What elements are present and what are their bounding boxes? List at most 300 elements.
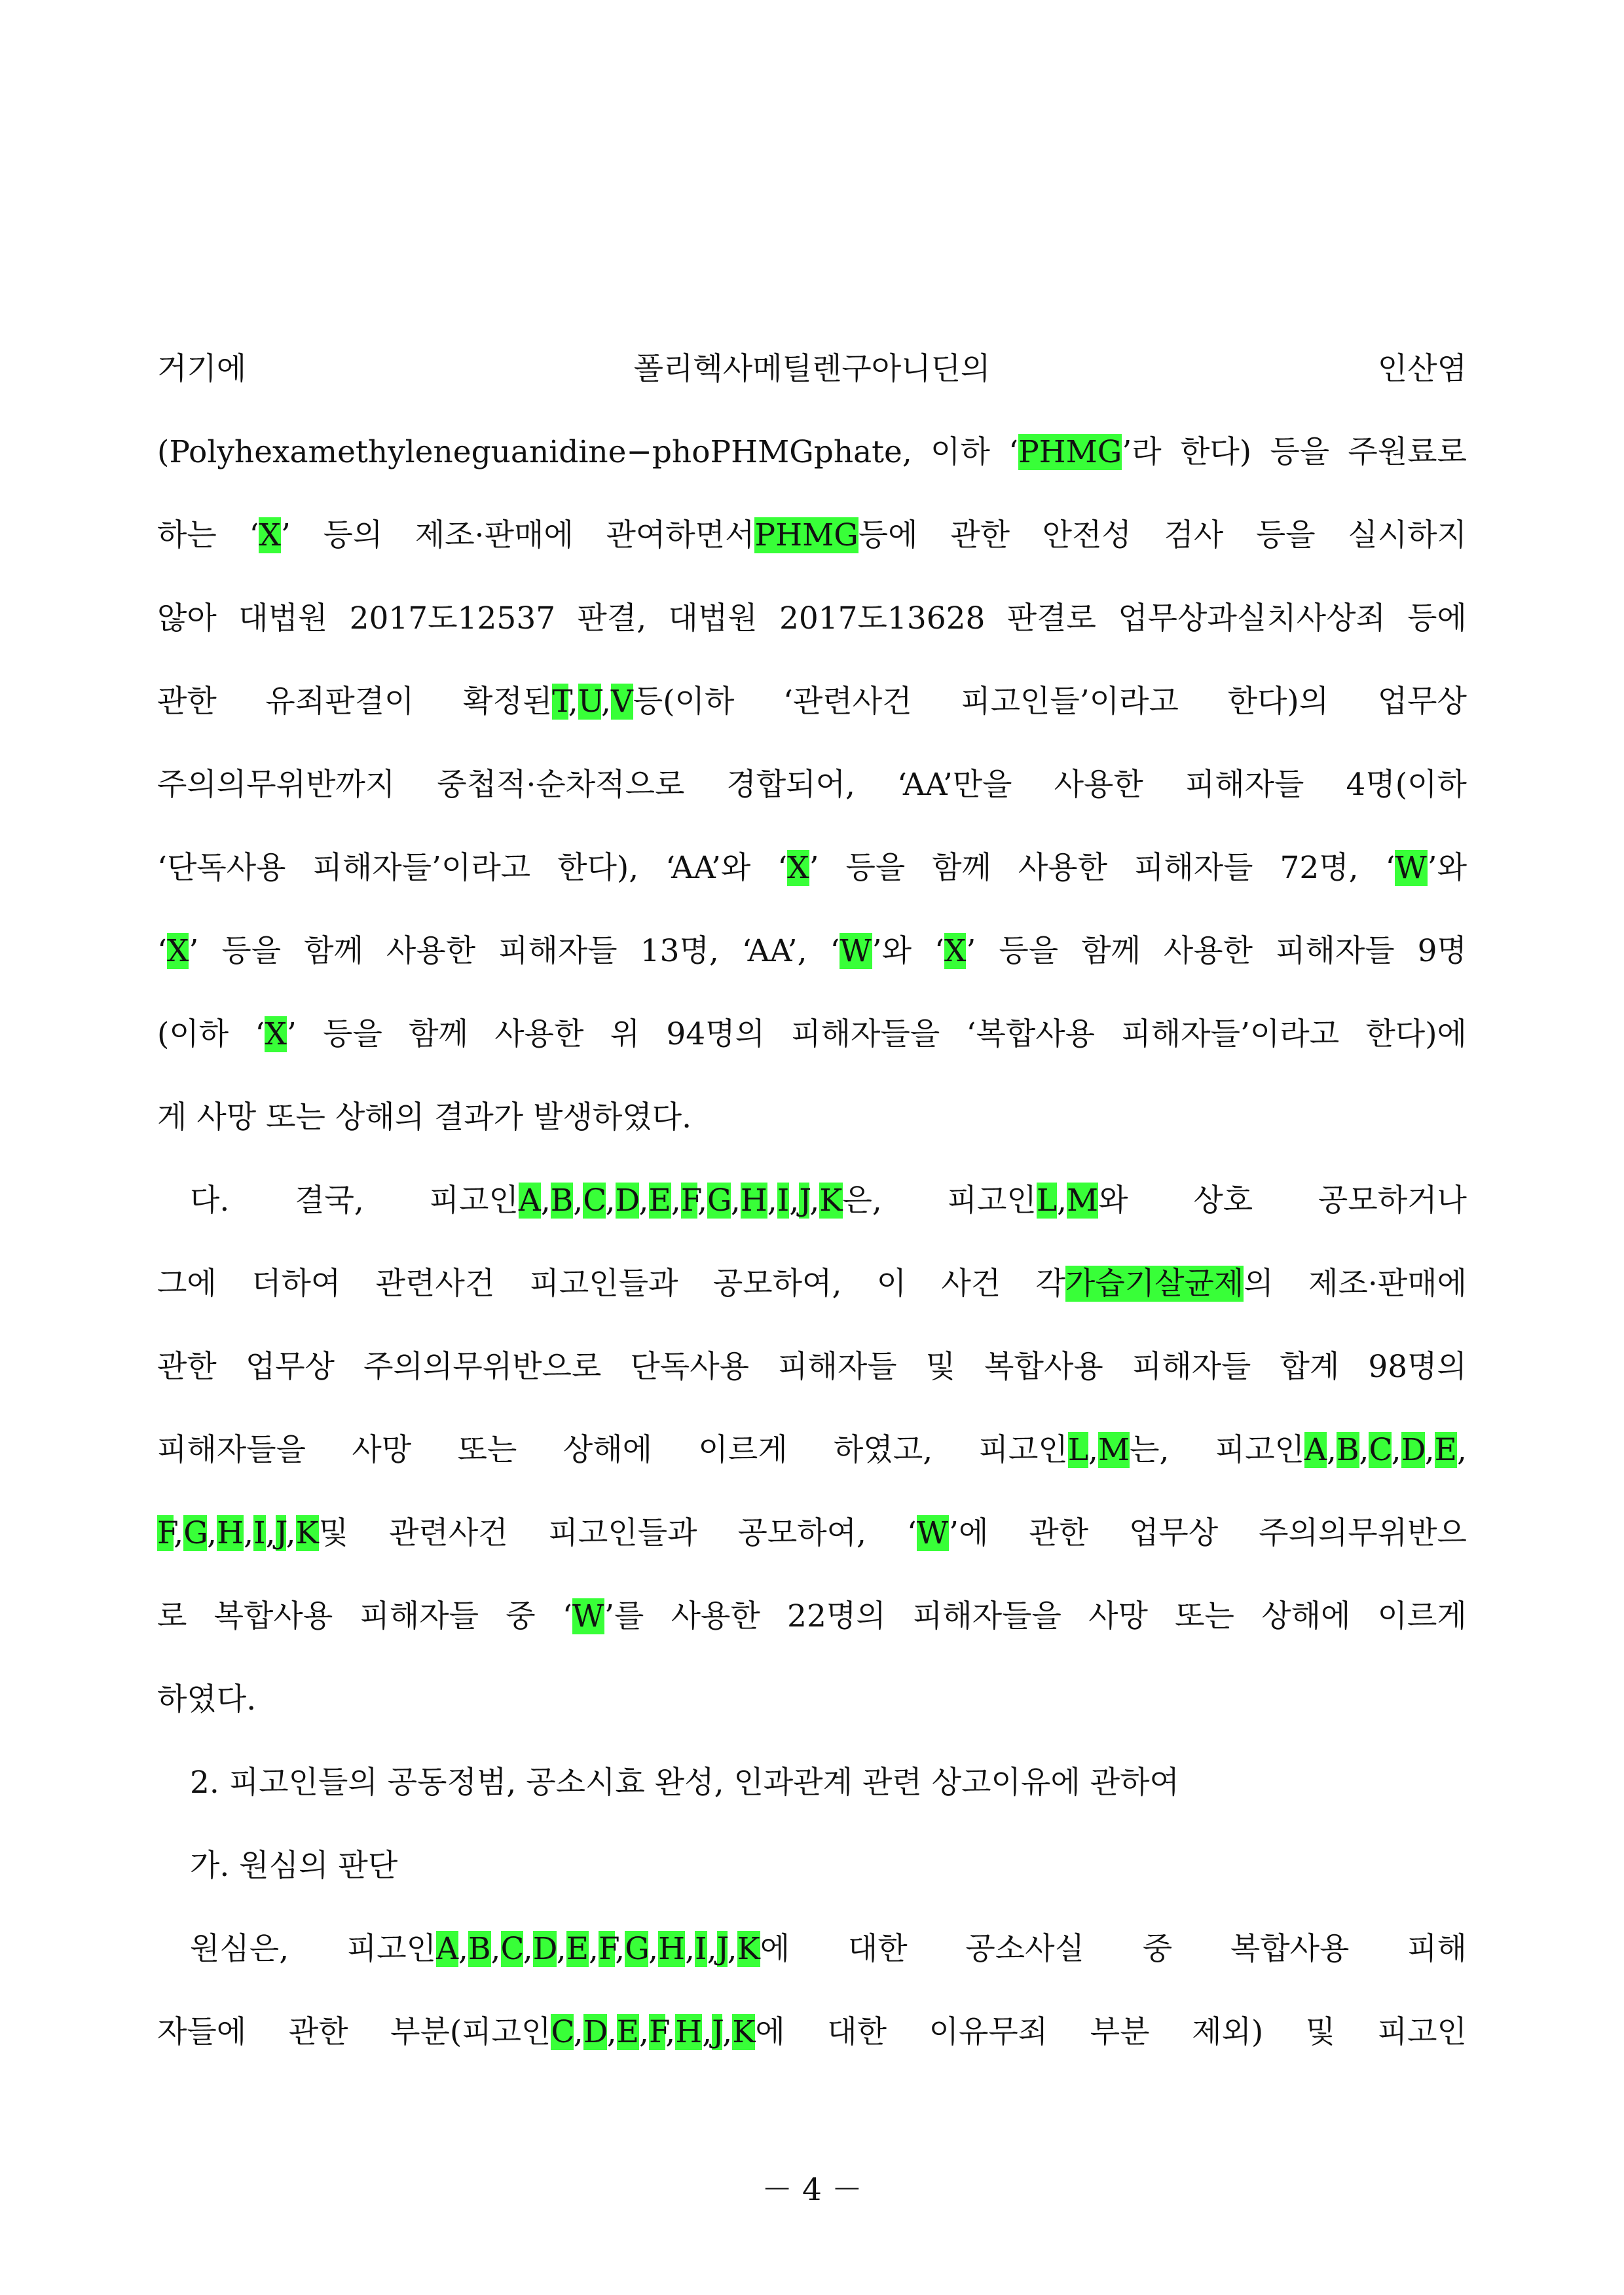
word [1143, 1907, 1172, 1991]
highlighted-text: M [1067, 1183, 1099, 1219]
highlighted-text: A [1304, 1432, 1327, 1468]
highlighted-text: W [1395, 850, 1428, 886]
word [665, 826, 750, 909]
word [157, 660, 217, 743]
word [1368, 1325, 1467, 1408]
word [1054, 743, 1143, 826]
text-run: ’를 [604, 1598, 644, 1634]
highlighted-text: W [916, 1515, 950, 1551]
word [1118, 577, 1386, 660]
text-run: , [722, 2014, 733, 2050]
text-run: 관여하면서 [606, 517, 755, 553]
text-run: ‘AA’와 [665, 850, 751, 886]
text-run: 위 [610, 1016, 640, 1052]
highlighted-text: C [1369, 1432, 1392, 1468]
text-run: 98명의 [1368, 1349, 1467, 1385]
text-line [157, 826, 1467, 909]
word [1280, 826, 1358, 909]
text-run: 등을 [999, 933, 1059, 969]
text-run: 그에 [157, 1266, 217, 1302]
word [563, 1575, 644, 1658]
highlighted-text: H [658, 1931, 686, 1967]
text-run: , [606, 2014, 617, 2050]
word [1378, 327, 1467, 411]
text-run: , [600, 684, 611, 720]
highlighted-text: E [566, 1931, 589, 1967]
word [1215, 1408, 1467, 1492]
word [934, 909, 976, 993]
highlighted-text: C [500, 1931, 523, 1967]
word [1185, 743, 1304, 826]
text-run: 관한 [950, 517, 1010, 553]
highlighted-text: A [518, 1183, 541, 1219]
highlighted-text: I [777, 1183, 790, 1219]
word [1348, 494, 1467, 577]
text-run: 피해자들 [360, 1598, 479, 1634]
highlighted-text: E [648, 1183, 671, 1219]
text-run: ’ [286, 1016, 297, 1052]
highlighted-text: A [436, 1931, 459, 1967]
text-run: 하는 [157, 517, 217, 553]
word [1280, 1325, 1339, 1408]
highlighted-text: C [583, 1183, 606, 1219]
text-run: , [1327, 1432, 1337, 1468]
text-run: 사용한 [386, 933, 476, 969]
word [498, 909, 618, 993]
word [1308, 1242, 1467, 1325]
text-run: 피고인들과 [529, 1266, 678, 1302]
word [1386, 826, 1467, 909]
text-run: 함께 [304, 933, 363, 969]
text-run: 또는 [457, 1432, 517, 1468]
text-run: 13명, [640, 933, 719, 969]
text-run: ‘AA’, [741, 933, 807, 969]
text-run: 관련사건 [389, 1515, 508, 1551]
text-run: 복합사용 [213, 1598, 333, 1634]
text-run: , [730, 1183, 741, 1219]
highlighted-text: I [253, 1515, 266, 1551]
word [932, 826, 991, 909]
text-run: 유죄판결이 [265, 684, 415, 720]
text-run: 사용한 [1018, 850, 1108, 886]
highlighted-text: B [550, 1183, 574, 1219]
word [1418, 909, 1467, 993]
text-run: ’ [966, 933, 976, 969]
text-run: , [707, 1931, 717, 1967]
word [848, 1907, 908, 1991]
text-run: ’와 [1427, 850, 1467, 886]
word [363, 1325, 601, 1408]
word [312, 826, 530, 909]
word [1378, 660, 1467, 743]
word [713, 1242, 842, 1325]
text-run: 이 [876, 1266, 907, 1302]
text-run: 9명 [1417, 933, 1467, 969]
word [557, 826, 638, 909]
text-run: 검사 [1164, 517, 1224, 553]
word [157, 826, 286, 909]
highlighted-text: D [532, 1931, 557, 1967]
highlighted-text: M [1098, 1432, 1130, 1468]
text-run: ‘ [157, 933, 167, 969]
text-run: 피해자들 [1132, 1349, 1251, 1385]
word [157, 909, 198, 993]
text-run: 피고인들’이라고 [961, 684, 1179, 720]
word [1036, 1242, 1274, 1325]
text-line [157, 1242, 1467, 1325]
word [845, 826, 905, 909]
word [1018, 826, 1107, 909]
highlighted-text: B [468, 1931, 491, 1967]
text-run: ’ [189, 933, 199, 969]
word [376, 1242, 495, 1325]
word [965, 1907, 1084, 1991]
text-run: , [540, 1183, 551, 1219]
word [967, 993, 1096, 1076]
word [779, 577, 986, 660]
word [157, 1492, 348, 1575]
word [950, 494, 1010, 577]
text-run: , [556, 1931, 566, 1967]
text-run: 피해자들을 [912, 1598, 1061, 1634]
word [157, 1325, 217, 1408]
text-run: ‘관련사건 [783, 684, 912, 720]
word [458, 1408, 517, 1492]
text-run: 안전성 [1042, 517, 1132, 553]
word [1193, 1159, 1253, 1242]
text-run: 피해자들 [1134, 850, 1253, 886]
word [961, 660, 1179, 743]
word [1228, 660, 1329, 743]
highlighted-text: J [716, 1931, 728, 1967]
text-run: , [809, 1183, 820, 1219]
text-line [157, 1076, 1467, 1159]
text-run: 2017도13628 [779, 600, 986, 636]
text-run: 업무상 [1128, 1515, 1219, 1551]
highlighted-text: K [732, 2014, 756, 2050]
word [157, 743, 395, 826]
text-run: ‘ [830, 933, 840, 969]
word [494, 993, 583, 1076]
word [157, 1408, 306, 1492]
text-run: 거기에 [157, 351, 247, 387]
text-run: 게 사망 또는 상해의 결과가 발생하였다. [157, 1099, 692, 1135]
text-run: 제외) [1192, 2014, 1264, 2050]
word [1230, 1907, 1350, 1991]
text-run: 결국, [295, 1183, 364, 1219]
word [931, 411, 990, 494]
text-run: 제조·판매에 [1308, 1266, 1467, 1302]
text-run: 않아 [157, 600, 217, 636]
text-run: 관한 [288, 2014, 348, 2050]
highlighted-text: W [840, 933, 872, 969]
text-run: 중 [1142, 1931, 1173, 1967]
word [1378, 1991, 1467, 2074]
text-run: 사용한 [494, 1016, 584, 1052]
text-run: ’와 [872, 933, 912, 969]
highlighted-text: X [787, 850, 809, 886]
text-run: ’ [809, 850, 819, 886]
text-run: 22명의 [787, 1598, 886, 1634]
word [1256, 494, 1316, 577]
word [1346, 743, 1466, 826]
word [1121, 993, 1339, 1076]
text-run: 함께 [409, 1016, 468, 1052]
word [323, 993, 382, 1076]
word [999, 909, 1058, 993]
text-line [157, 327, 1467, 411]
word [549, 1492, 697, 1575]
text-run: , [767, 1183, 777, 1219]
highlighted-text: B [1336, 1432, 1359, 1468]
word [390, 1991, 785, 2074]
text-run: 주의의무위반으로 [363, 1349, 602, 1385]
highlighted-text: K [737, 1931, 760, 1967]
word [157, 1242, 217, 1325]
word [360, 1575, 479, 1658]
highlighted-text: K [295, 1515, 319, 1551]
text-run: 함께 [1081, 933, 1141, 969]
text-run: 사망 [352, 1432, 412, 1468]
text-line [157, 1824, 1467, 1907]
word [787, 1575, 886, 1658]
text-run: 다. [190, 1183, 230, 1219]
word [1175, 1575, 1234, 1658]
word [251, 1242, 341, 1325]
text-run: 은, [842, 1183, 882, 1219]
highlighted-text: X [944, 933, 967, 969]
text-run: 공모하여, [737, 1515, 866, 1551]
word [437, 743, 684, 826]
highlighted-text: C [551, 2014, 574, 2050]
word [827, 1991, 887, 2074]
word [506, 1575, 535, 1658]
text-run: , [174, 1515, 184, 1551]
highlighted-text: L [1067, 1432, 1089, 1468]
text-run: 및 [318, 1515, 349, 1551]
text-run: 에 [755, 2014, 785, 2050]
word [463, 660, 734, 743]
text-run: 피고인 [947, 1183, 1037, 1219]
word [1164, 494, 1223, 577]
word [246, 1325, 335, 1408]
word [238, 577, 327, 660]
text-line [157, 660, 1467, 743]
text-run: 이유무죄 [929, 2014, 1048, 2050]
highlighted-text: V [610, 684, 633, 720]
text-run: 94명의 [666, 1016, 765, 1052]
text-run: 실시하지 [1348, 517, 1467, 553]
word [698, 1408, 787, 1492]
highlighted-text: H [740, 1183, 767, 1219]
text-run: 대법원 [668, 600, 758, 636]
text-run: 복합사용 [984, 1349, 1103, 1385]
text-run: 단독사용 [630, 1349, 749, 1385]
highlighted-text: I [695, 1931, 707, 1967]
text-run: 판결로 [1006, 600, 1096, 636]
word [634, 327, 991, 411]
highlighted-text: X [259, 517, 281, 553]
text-run: 등(이하 [633, 684, 735, 720]
text-run: 사용한 [1054, 767, 1143, 803]
text-run: 2. 피고인들의 공동정범, 공소시효 완성, 인과관계 관련 상고이유에 관하여 [190, 1765, 1179, 1801]
word [157, 1658, 256, 1741]
text-run: 업무상 [1377, 684, 1467, 720]
text-run: 등을 [845, 850, 906, 886]
word [386, 909, 475, 993]
text-run: 관련사건 [375, 1266, 495, 1302]
text-run: 하였다. [157, 1681, 257, 1717]
highlighted-text: H [675, 2014, 703, 2050]
text-run: 피해자들 [498, 933, 618, 969]
word [1261, 1575, 1350, 1658]
word [742, 909, 807, 993]
word [1088, 1575, 1148, 1658]
text-run: , [638, 1183, 649, 1219]
text-run: 업무상과실치사상죄 [1118, 600, 1386, 636]
highlighted-text: D [583, 2014, 607, 2050]
word [157, 993, 229, 1076]
text-run: (이하 [157, 1016, 229, 1052]
text-run: 폴리헥사메틸렌구아니딘의 [633, 351, 991, 387]
highlighted-text: E [616, 2014, 639, 2050]
document-body [157, 327, 1467, 2074]
text-run: 더하여 [251, 1266, 341, 1302]
highlighted-text: J [799, 1183, 810, 1219]
highlighted-text: J [712, 2014, 723, 2050]
text-run: ’ [280, 517, 291, 553]
word [666, 993, 765, 1076]
word [926, 1325, 955, 1408]
highlighted-text: PHMG [754, 517, 858, 553]
word [877, 1242, 906, 1325]
text-run: 사용한 [671, 1598, 760, 1634]
word [157, 1991, 246, 2074]
word [249, 494, 290, 577]
word [157, 1076, 692, 1159]
word [1132, 1325, 1251, 1408]
text-run: 공모하거나 [1318, 1183, 1467, 1219]
text-run: , [458, 1931, 468, 1967]
word [640, 909, 719, 993]
text-run: 의 [1244, 1266, 1274, 1302]
text-line [157, 1907, 1467, 1991]
text-line [157, 577, 1467, 660]
text-run: ‘ [906, 1515, 917, 1551]
word [190, 1159, 229, 1242]
text-run: 피고인 [346, 1931, 437, 1967]
word [630, 1325, 749, 1408]
text-run: 피해자들을 [791, 1016, 940, 1052]
word [726, 743, 855, 826]
word [948, 1159, 1128, 1242]
word [606, 494, 917, 577]
text-run: 인산염 [1377, 351, 1467, 387]
text-run: 중첩적·순차적으로 [437, 767, 685, 803]
word [157, 577, 217, 660]
text-run: 와 [1098, 1183, 1128, 1219]
text-run: 부분 [1090, 2014, 1150, 2050]
text-run: , [671, 1183, 681, 1219]
highlighted-text: G [707, 1183, 731, 1219]
text-line [157, 1492, 1467, 1575]
word [979, 1408, 1170, 1492]
highlighted-text: G [183, 1515, 208, 1551]
text-run: 중 [506, 1598, 536, 1634]
word [190, 1741, 1179, 1824]
text-run: , [638, 2014, 649, 2050]
text-run: , [244, 1515, 254, 1551]
text-run: 및 [925, 1349, 956, 1385]
word [1348, 411, 1467, 494]
word [347, 1907, 790, 1991]
text-run: 피해자들 [778, 1349, 897, 1385]
word [1365, 993, 1467, 1076]
highlighted-text: L [1036, 1183, 1058, 1219]
highlighted-text: D [615, 1183, 639, 1219]
text-run: , [648, 1931, 659, 1967]
text-run: 또는 [1175, 1598, 1234, 1634]
text-line [157, 1991, 1467, 2074]
text-run: 피고인 [1215, 1432, 1305, 1468]
highlighted-text: X [265, 1016, 287, 1052]
text-run: (Polyhexamethyleneguanidine−phoPHMGphate, [157, 434, 912, 470]
word [157, 327, 246, 411]
text-run: , [665, 2014, 676, 2050]
text-run: ‘ [1008, 434, 1019, 470]
text-run: 복합사용 [1230, 1931, 1350, 1967]
word [389, 1492, 508, 1575]
word [415, 494, 574, 577]
text-run: , [615, 1931, 625, 1967]
text-run: ‘ [777, 850, 788, 886]
text-run: 확정된 [463, 684, 553, 720]
text-run: 이르게 [698, 1432, 788, 1468]
text-run: 피해자들 [1276, 933, 1395, 969]
text-line [157, 993, 1467, 1076]
text-run: 대법원 [238, 600, 328, 636]
text-run: 피고인 [429, 1183, 519, 1219]
highlighted-text: W [572, 1598, 605, 1634]
text-line [157, 909, 1467, 993]
word [577, 577, 646, 660]
text-run: ’라 [1122, 434, 1162, 470]
word [671, 1575, 760, 1658]
text-run: ’에 [949, 1515, 989, 1551]
text-run: 등에 [858, 517, 918, 553]
word [157, 494, 217, 577]
text-run: 한다) [1179, 434, 1252, 470]
text-run: 피해자들 [1185, 767, 1304, 803]
text-run: 등을 [221, 933, 282, 969]
word [157, 411, 912, 494]
word [323, 494, 382, 577]
word [610, 993, 640, 1076]
word [1306, 1991, 1335, 2074]
word [834, 1408, 932, 1492]
highlighted-text: J [275, 1515, 286, 1551]
word [214, 1575, 333, 1658]
text-run: 판결, [577, 600, 647, 636]
word [352, 1408, 411, 1492]
word [190, 1824, 397, 1907]
text-run: , [207, 1515, 217, 1551]
text-run: , [789, 1183, 800, 1219]
text-run: 가. 원심의 판단 [190, 1848, 398, 1884]
word [783, 660, 912, 743]
text-run: , [727, 1931, 737, 1967]
highlighted-text: T [552, 684, 568, 720]
